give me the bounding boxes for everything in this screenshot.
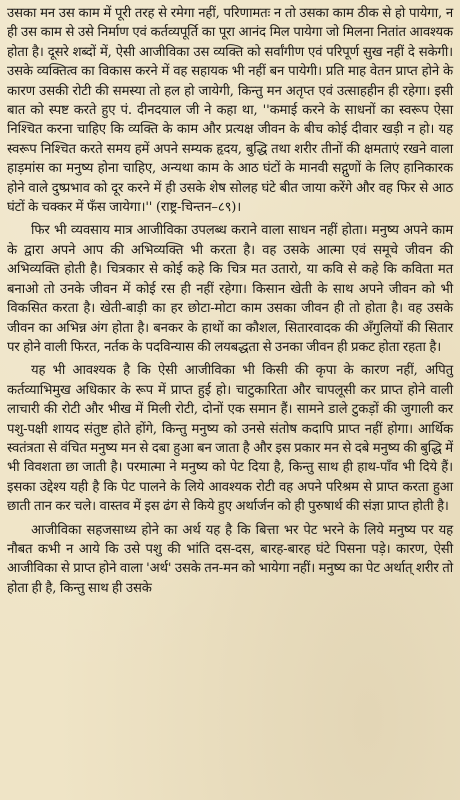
paragraph-3: यह भी आवश्यक है कि ऐसी आजीविका भी किसी की कृपा के कारण नहीं, अपितु कर्तव्याभिमुख अधिकार के रूप में प्राप्त हुई हो। चाटुकारिता और चापलूसी कर प्राप्त होने वाली लाचारी की रोटी और भीख में मिली रोटी, दोनों एक समान हैं। सामने डाले टुकड़ों की जुगाली कर पशु-पक्षी शायद संतुष्ट होते होंगे, किन्तु मनुष्य को उनसे संतोष कदापि प्राप्त नहीं होगा। आर्थिक स्वतंत्रता से वंचित मनुष्य मन से दबा हुआ बन जाता है और इस प्रकार मन से दबे मनुष्य की बुद्धि में भी विवशता छा जाती है। परमात्मा ने मनुष्य को पेट दिया है, किन्तु साथ ही हाथ-पाँव भी दिये हैं। इसका उद्देश्य यही है कि पेट पालने के लिये आवश्यक रोटी वह अपने परिश्रम से प्राप्त करता हुआ छाती तान कर चले। वास्तव में इस ढंग से किये हुए अर्थार्जन को ही पुरुषार्थ की संज्ञा प्राप्त होती है। xyxy=(7,363,453,515)
paragraph-4: आजीविका सहजसाध्य होने का अर्थ यह है कि बित्ता भर पेट भरने के लिये मनुष्य पर यह नौबत कभी न आये कि उसे पशु की भांति दस-दस, बारह-बारह घंटे पिसना पड़े। कारण, ऐसी आजीविका से प्राप्त होने वाला 'अर्थ' उसके तन-मन को भायेगा नहीं। मनुष्य का पेट अर्थात् शरीर तो होता ही है, किन्तु साथ ही उसके xyxy=(7,522,453,596)
paragraph-1: उसका मन उस काम में पूरी तरह से रमेगा नहीं, परिणामतः न तो उसका काम ठीक से हो पायेगा, न ही उस काम से उसे निर्माण एवं कर्तव्यपूर्ति का पूरा आनंद मिल पायेगा जो मिलना नितांत आवश्यक होता है। दूसरे शब्दों में, ऐसी आजीविका उस व्यक्ति को सर्वांगीण एवं परिपूर्ण सुख नहीं दे सकेगी। उसके व्यक्तित्व का विकास करने में वह सहायक भी नहीं बन पायेगी। प्रति माह वेतन प्राप्त होने के कारण उसकी रोटी की समस्या तो हल हो जायेगी, किन्तु मन अतृप्त एवं उत्साहहीन ही रहेगा। इसी बात को स्पष्ट करते हुए पं. दीनदयाल जी ने कहा था, ''कमाई करने के साधनों का स्वरूप ऐसा निश्चित करना चाहिए कि व्यक्ति के काम और प्रत्यक्ष जीवन के बीच कोई दीवार खड़ी न हो। यह स्वरूप निश्चित करते समय हमें अपने सम्यक हृदय, बुद्धि तथा शरीर तीनों की क्षमताएं रखने वाला हाड़मांस का मनुष्य होना चाहिए, अन्यथा काम के आठ घंटों के मानवी सद्गुणों के लिए हानिकारक होने वाले दुष्प्रभाव को दूर करने में ही उसके शेष सोलह घंटे बीत जाया करेंगे और वह फिर से आठ घंटों के चक्कर में फँस जायेगा।'' (राष्ट्र-चिन्तन–८९)। xyxy=(7,6,453,216)
paragraph-2: फिर भी व्यवसाय मात्र आजीविका उपलब्ध कराने वाला साधन नहीं होता। मनुष्य अपने काम के द्वारा अपने आप की अभिव्यक्ति भी करता है। वह उसके आत्मा एवं समूचे जीवन की अभिव्यक्ति होती है। चित्रकार से कोई कहे कि चित्र मत उतारो, या कवि से कहे कि कविता मत बनाओ तो उनके जीवन में कोई रस ही नहीं रहेगा। किसान खेती के साथ अपने जीवन को भी विकसित करता है। खेती-बाड़ी का हर छोटा-मोटा काम उसका जीवन ही तो होता है। वह उसके जीवन का अभिन्न अंग होता है। बनकर के हाथों का कौशल, सितारवादक की अँगुलियों की सितार पर होने वाली फिरत, नर्तक के पदविन्यास की लयबद्धता से उनका जीवन ही प्रकट होता रहता है। xyxy=(7,223,453,355)
